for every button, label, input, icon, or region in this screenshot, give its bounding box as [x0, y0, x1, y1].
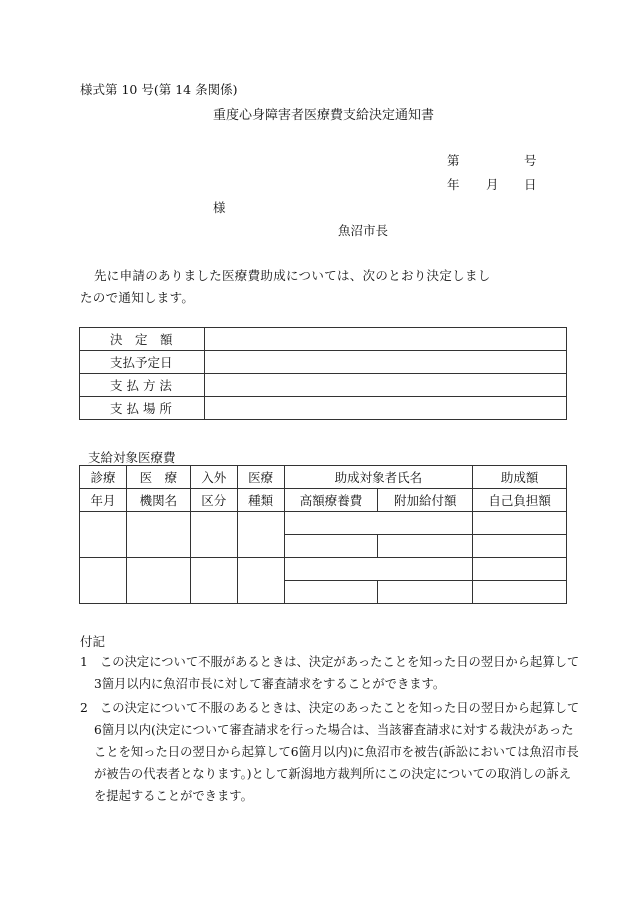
table-cell[interactable]: [284, 535, 378, 558]
header-kikanmei: 機関名: [126, 489, 190, 512]
date-day-label: 日: [524, 177, 537, 192]
table-row: [80, 374, 567, 397]
decision-amount-label: 決 定 額: [80, 328, 205, 351]
table-cell[interactable]: [126, 558, 190, 604]
header-fuka: 附加給付額: [378, 489, 473, 512]
note-number: 2: [80, 701, 88, 715]
note-text: この決定について不服があるときは、決定があったことを知った日の翌日から起算して3箇月以内に魚沼市長に対して審査請求をすることができます。: [94, 655, 580, 691]
number-suffix: 号: [524, 153, 537, 168]
expense-table: [79, 465, 567, 604]
table-header-row: [80, 489, 567, 512]
payment-method-label: 支 払 方 法: [80, 374, 205, 397]
header-kogaku: 高額療養費: [284, 489, 378, 512]
header-shurui: 種類: [237, 489, 284, 512]
table-row: [80, 512, 567, 535]
table-cell[interactable]: [80, 558, 127, 604]
table-cell[interactable]: [126, 512, 190, 558]
table-cell[interactable]: [80, 512, 127, 558]
date-month-label: 月: [486, 177, 499, 192]
table-cell[interactable]: [237, 558, 284, 604]
form-number: 様式第 10 号(第 14 条関係): [80, 82, 238, 97]
table-cell[interactable]: [284, 581, 378, 604]
document-title: 重度心身障害者医療費支給決定通知書: [213, 108, 435, 123]
addressee-suffix: 様: [213, 200, 226, 215]
number-prefix: 第: [447, 153, 460, 168]
note-text: この決定について不服のあるときは、決定のあったことを知った日の翌日から起算して6箇月以内(決定について審査請求を行った場合は、当該審査請求に対する裁決があったことを知った日の翌日から起算して6箇月以内)に魚沼市を被告(訴訟においては魚沼市長が被告の代表者となります。)として新潟地方裁判所にこの決定についての取消しの訴えを提起することができます。: [94, 701, 580, 803]
table-cell[interactable]: [284, 512, 473, 535]
header-subsidy-amount: 助成額: [473, 466, 567, 489]
note-number: 1: [80, 655, 88, 669]
payment-date-label: 支払予定日: [80, 351, 205, 374]
table-cell[interactable]: [378, 581, 473, 604]
issuer-name: 魚沼市長: [338, 223, 389, 238]
expense-table-caption: 支給対象医療費: [88, 450, 176, 465]
table-row: [80, 351, 567, 374]
notes-heading: 付記: [80, 634, 106, 649]
table-cell[interactable]: [473, 581, 567, 604]
header-iryo-shurui: 医療: [237, 466, 284, 489]
header-iryo: 医 療: [126, 466, 190, 489]
decision-table: [79, 327, 567, 420]
header-kubun: 区分: [190, 489, 237, 512]
header-nengetsu: 年月: [80, 489, 127, 512]
payment-date-value[interactable]: [205, 351, 567, 374]
header-shinryo: 診療: [80, 466, 127, 489]
table-row: [80, 397, 567, 420]
table-header-row: [80, 466, 567, 489]
payment-place-label: 支 払 場 所: [80, 397, 205, 420]
table-cell[interactable]: [237, 512, 284, 558]
body-text-line2: たので通知します。: [80, 290, 195, 305]
table-cell[interactable]: [473, 535, 567, 558]
table-cell[interactable]: [190, 558, 237, 604]
note-item: [80, 697, 580, 807]
payment-place-value[interactable]: [205, 397, 567, 420]
table-cell[interactable]: [284, 558, 473, 581]
header-nyugai: 入外: [190, 466, 237, 489]
payment-method-value[interactable]: [205, 374, 567, 397]
date-year-label: 年: [447, 177, 460, 192]
table-cell[interactable]: [190, 512, 237, 558]
table-cell[interactable]: [378, 535, 473, 558]
body-text-line1: 先に申請のありました医療費助成については、次のとおり決定しまし: [94, 268, 491, 283]
decision-amount-value[interactable]: [205, 328, 567, 351]
table-cell[interactable]: [473, 558, 567, 581]
header-jiko-futan: 自己負担額: [473, 489, 567, 512]
table-row: [80, 558, 567, 581]
header-beneficiary-name: 助成対象者氏名: [284, 466, 473, 489]
table-cell[interactable]: [473, 512, 567, 535]
table-row: [80, 328, 567, 351]
note-item: [80, 651, 580, 695]
